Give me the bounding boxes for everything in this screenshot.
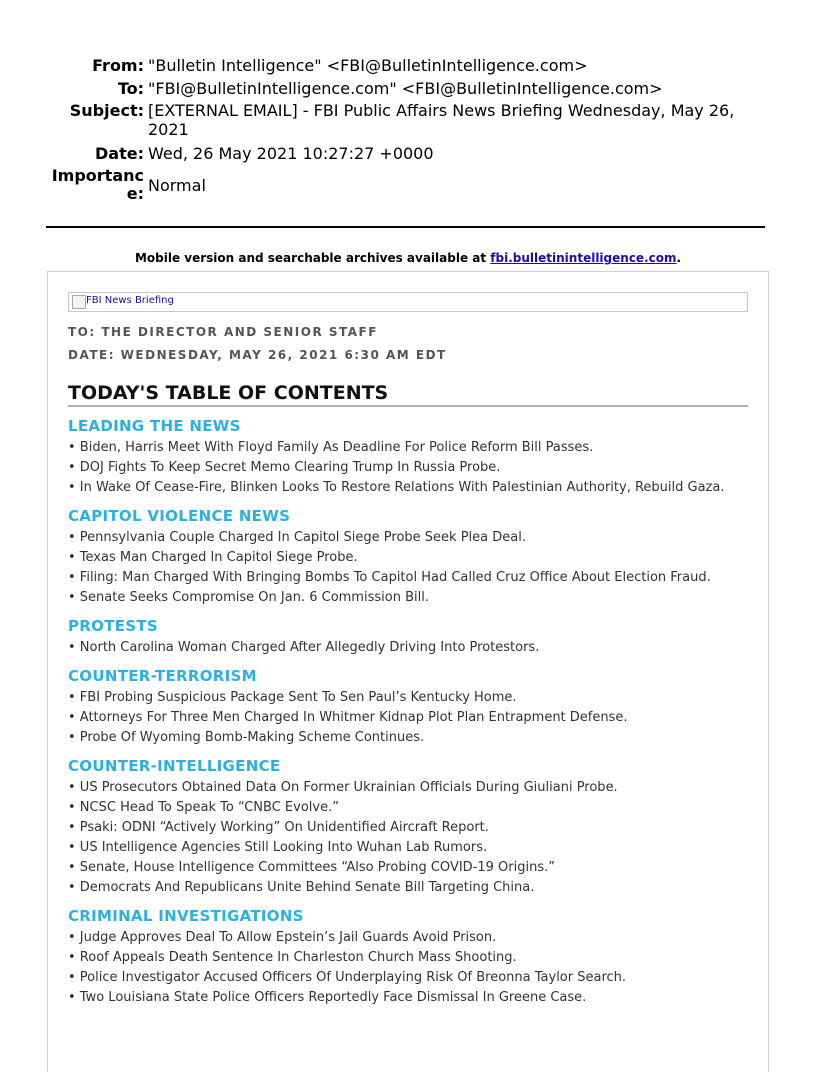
toc-item[interactable]: • Roof Appeals Death Sentence In Charleston Church Mass Shooting. — [68, 950, 517, 965]
toc-item[interactable]: • Biden, Harris Meet With Floyd Family As Deadline For Police Reform Bill Passes. — [68, 440, 594, 455]
to-line: TO: THE DIRECTOR AND SENIOR STAFF — [68, 325, 378, 339]
mobile-notice-end: . — [676, 251, 682, 265]
mobile-notice — [0, 251, 816, 265]
toc-item[interactable]: • US Prosecutors Obtained Data On Former Ukrainian Officials During Giuliani Probe. — [68, 780, 618, 795]
subject-label: Subject: — [69, 101, 144, 120]
date-label: Date: — [95, 144, 144, 163]
toc-item[interactable]: • Judge Approves Deal To Allow Epstein’s Jail Guards Avoid Prison. — [68, 930, 497, 945]
toc-item[interactable]: • Attorneys For Three Men Charged In Whitmer Kidnap Plot Plan Entrapment Defense. — [68, 710, 628, 725]
importance-label — [52, 167, 144, 203]
toc-item[interactable]: • Texas Man Charged In Capitol Siege Probe. — [68, 550, 358, 565]
toc-item[interactable]: • Filing: Man Charged With Bringing Bombs To Capitol Had Called Cruz Office About Election Fraud. — [68, 570, 711, 585]
toc-item[interactable]: • North Carolina Woman Charged After Allegedly Driving Into Protestors. — [68, 640, 540, 655]
date-line: DATE: WEDNESDAY, MAY 26, 2021 6:30 AM EDT — [68, 348, 447, 362]
from-label: From: — [92, 56, 144, 75]
toc-item[interactable]: • FBI Probing Suspicious Package Sent To Sen Paul’s Kentucky Home. — [68, 690, 517, 705]
date-value: Wed, 26 May 2021 10:27:27 +0000 — [148, 144, 434, 163]
toc-item[interactable]: • Pennsylvania Couple Charged In Capitol Siege Probe Seek Plea Deal. — [68, 530, 526, 545]
toc-item[interactable]: • US Intelligence Agencies Still Looking Into Wuhan Lab Rumors. — [68, 840, 488, 855]
banner-alt-text[interactable]: FBI News Briefing — [86, 295, 174, 306]
broken-image-icon — [72, 295, 86, 309]
from-value: "Bulletin Intelligence" <FBI@BulletinIntelligence.com> — [148, 56, 588, 75]
mobile-notice-text: Mobile version and searchable archives available at — [134, 251, 491, 265]
toc-item[interactable]: • DOJ Fights To Keep Secret Memo Clearing Trump In Russia Probe. — [68, 460, 501, 475]
toc-item[interactable]: • In Wake Of Cease-Fire, Blinken Looks To Restore Relations With Palestinian Authority, Rebuild Gaza. — [68, 480, 725, 495]
toc-item[interactable]: • Senate Seeks Compromise On Jan. 6 Commission Bill. — [68, 590, 429, 605]
header-divider — [46, 226, 765, 228]
section-heading[interactable]: CAPITOL VIOLENCE NEWS — [68, 507, 291, 525]
toc-item[interactable]: • Two Louisiana State Police Officers Reportedly Face Dismissal In Greene Case. — [68, 990, 587, 1005]
to-label: To: — [117, 79, 144, 98]
toc-item[interactable]: • Police Investigator Accused Officers Of Underplaying Risk Of Breonna Taylor Search. — [68, 970, 627, 985]
briefing-panel — [47, 271, 769, 1072]
importance-label-line1: Importanc — [51, 166, 144, 185]
section-heading[interactable]: CRIMINAL INVESTIGATIONS — [68, 907, 304, 925]
importance-value: Normal — [148, 176, 206, 195]
section-heading[interactable]: LEADING THE NEWS — [68, 417, 241, 435]
toc-title: TODAY'S TABLE OF CONTENTS — [68, 382, 748, 407]
toc-item[interactable]: • Democrats And Republicans Unite Behind Senate Bill Targeting China. — [68, 880, 535, 895]
toc-item[interactable]: • Senate, House Intelligence Committees “Also Probing COVID-19 Origins.” — [68, 860, 555, 875]
archive-link[interactable]: fbi.bulletinintelligence.com — [490, 251, 677, 265]
toc-item[interactable]: • Probe Of Wyoming Bomb-Making Scheme Continues. — [68, 730, 425, 745]
section-heading[interactable]: COUNTER-TERRORISM — [68, 667, 257, 685]
to-value: "FBI@BulletinIntelligence.com" <FBI@BulletinIntelligence.com> — [148, 79, 663, 98]
importance-label-line2: e: — [126, 184, 144, 203]
subject-value: [EXTERNAL EMAIL] - FBI Public Affairs News Briefing Wednesday, May 26, 2021 — [148, 101, 735, 139]
banner-image[interactable] — [68, 292, 748, 312]
toc-item[interactable]: • NCSC Head To Speak To “CNBC Evolve.” — [68, 800, 339, 815]
section-heading[interactable]: PROTESTS — [68, 617, 159, 635]
section-heading[interactable]: COUNTER-INTELLIGENCE — [68, 757, 281, 775]
toc-item[interactable]: • Psaki: ODNI “Actively Working” On Unidentified Aircraft Report. — [68, 820, 489, 835]
